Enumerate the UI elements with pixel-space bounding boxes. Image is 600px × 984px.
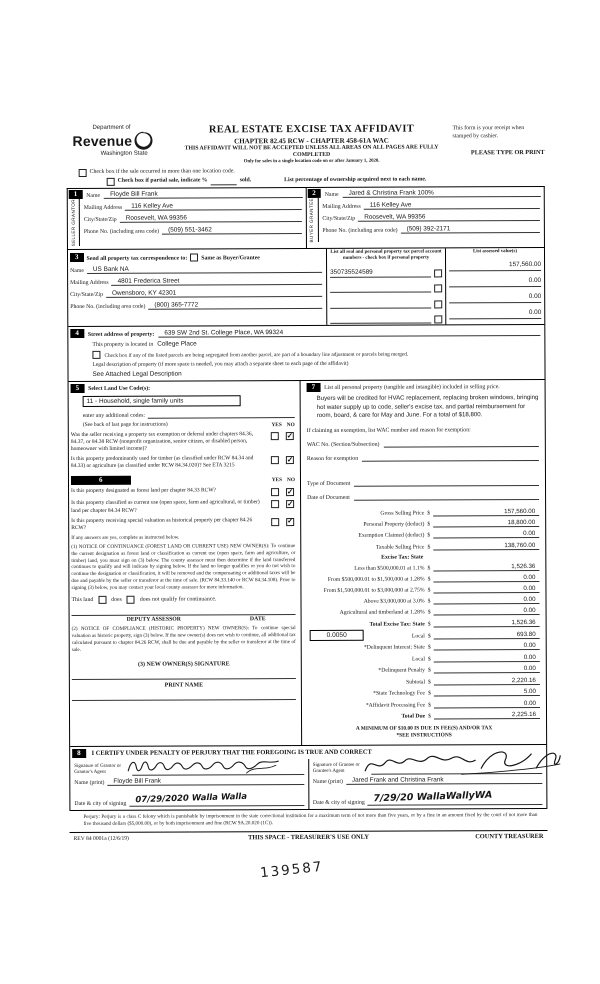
- additional-codes-label: enter any additional codes:: [82, 412, 146, 420]
- q-currentuse-yes-checkbox[interactable]: [271, 501, 279, 509]
- local-tax-value[interactable]: 693.80: [434, 631, 540, 639]
- seller-phone-label: Phone No. (including area code): [83, 228, 160, 235]
- exemption-note: If claiming an exemption, list WAC number and reason for exemption:: [306, 427, 471, 434]
- land-does-not-checkbox[interactable]: [127, 596, 135, 604]
- state-tier2-value[interactable]: 0.00: [433, 574, 539, 582]
- minimum-due-note: A MINIMUM OF $10.00 IS DUE IN FEE(S) AND/OR TAX: [355, 724, 493, 732]
- grantee-name-print-label: Name (print): [312, 778, 343, 785]
- certify-statement: I CERTIFY UNDER PENALTY OF PERJURY THAT THE FOREGOING IS TRUE AND CORRECT: [91, 748, 372, 757]
- corr-address-field[interactable]: 4801 Frederica Street: [112, 277, 323, 286]
- date-of-document-label: Date of Document: [307, 494, 350, 501]
- corr-csz-field[interactable]: Owensboro, KY 42301: [106, 289, 322, 298]
- assessed-value-field[interactable]: 0.00: [449, 277, 541, 287]
- correspondence-section: [68, 248, 544, 327]
- if-yes-note: If any answers are yes, complete as instructed below.: [71, 534, 180, 541]
- corr-name-label: Name: [70, 268, 84, 275]
- buyer-name-field[interactable]: Jared & Christina Frank 100%: [343, 189, 541, 198]
- type-or-print-label: PLEASE TYPE OR PRINT: [470, 149, 545, 157]
- parcel-numbers-header: List all real and personal property tax parcel account numbers - check box if personal property: [330, 249, 442, 261]
- parcel-personal-checkbox[interactable]: [434, 285, 442, 293]
- form-warning: THIS AFFIDAVIT WILL NOT BE ACCEPTED UNLESS ALL AREAS ON ALL PAGES ARE FULLY COMPLETED: [184, 144, 439, 158]
- multi-location-label: Check box if the sale occurred in more than one location code.: [89, 167, 235, 175]
- washington-state-label: Washington State: [100, 150, 148, 158]
- see-instructions-note: *SEE INSTRUCTIONS: [396, 732, 452, 739]
- parcel-personal-checkbox[interactable]: [434, 269, 442, 277]
- total-due-value[interactable]: 2,225.16: [434, 711, 540, 719]
- historic-question: Is this property receiving special valuation as historical property per chapter 84.26 RCW?: [71, 516, 253, 531]
- see-back-note: (See back of last page for instructions): [82, 421, 168, 429]
- same-as-buyer-label: Same as Buyer/Grantee: [201, 255, 260, 262]
- no-header: NO: [286, 422, 295, 429]
- agricultural-value[interactable]: 0.00: [434, 607, 540, 615]
- q-currentuse-no-checkbox[interactable]: [286, 501, 294, 509]
- grantor-signature-block: [70, 759, 308, 810]
- segregated-checkbox[interactable]: [92, 351, 100, 359]
- parcel-number-field[interactable]: [330, 284, 431, 293]
- grantor-sig-label: Signature of Grantor or Grantor's Agent: [74, 764, 122, 776]
- forest-land-question: Is this property designated as forest land per chapter 84.33 RCW?: [71, 487, 217, 495]
- section-2-number: 2: [307, 189, 321, 198]
- grantor-name-print-field[interactable]: Floyde Bill Frank: [107, 777, 303, 786]
- partial-sale-checkbox[interactable]: [107, 177, 115, 185]
- assessed-value-field[interactable]: 157,560.00: [449, 261, 541, 271]
- form-header: [66, 123, 544, 166]
- delinquent-interest-state-value[interactable]: 0.00: [434, 642, 540, 650]
- grantee-name-print-field[interactable]: Jared Frank and Christina Frank: [346, 776, 542, 785]
- buyer-phone-label: Phone No. (including area code): [322, 227, 398, 234]
- this-land-label: This land: [71, 597, 94, 604]
- yes-header: YES: [271, 477, 283, 484]
- grantor-name-print-label: Name (print): [74, 779, 105, 786]
- grantor-signature-line[interactable]: [132, 764, 304, 776]
- dor-logo: [66, 125, 170, 158]
- handwritten-receipt-number: 139587: [259, 858, 325, 882]
- q-exemption-no-checkbox[interactable]: [286, 432, 294, 440]
- same-as-buyer-checkbox[interactable]: [190, 254, 198, 262]
- sold-label: sold.: [239, 177, 252, 184]
- print-name-line[interactable]: [72, 698, 296, 701]
- new-owner-signature-line[interactable]: [72, 677, 296, 680]
- q-historic-yes-checkbox[interactable]: [271, 518, 279, 526]
- grantee-sig-label: Signature of Grantee or Grantee's Agent: [312, 763, 360, 775]
- seller-section: [68, 188, 307, 250]
- q-forest-no-checkbox[interactable]: [286, 489, 294, 497]
- top-check-options: [67, 167, 545, 186]
- located-in-label: This property is located in: [92, 341, 154, 349]
- land-does-checkbox[interactable]: [98, 596, 106, 604]
- county-treasurer-label: COUNTY TREASURER: [475, 832, 544, 840]
- local-rate-box[interactable]: 0.0050: [310, 630, 364, 641]
- corr-phone-field[interactable]: (800) 365-7772: [148, 301, 322, 310]
- type-of-document-label: Type of Document: [306, 480, 351, 487]
- section-6-number: 6: [71, 476, 131, 485]
- buyer-address-field[interactable]: 116 Kelley Ave: [364, 201, 540, 210]
- revenue-wordmark: Revenue: [72, 132, 133, 149]
- perjury-note: Perjury: Perjury is a class C felony which is punishable by imprisonment in the state correctional institution for a maximum term of not more than five years, or by a fine in an amount fixed by the court of not more than five thousand dollars ($5,000.00), or by both imprisonment and fine (RCW 9A.20.020 (1C)).: [83, 811, 538, 827]
- seller-csz-field[interactable]: Roosevelt, WA 99356: [120, 214, 302, 223]
- section-1-number: 1: [69, 190, 83, 199]
- section-3-number: 3: [70, 253, 84, 262]
- assessed-values-header: List assessed value(s): [472, 249, 518, 255]
- property-section: [68, 325, 544, 382]
- assessed-value-field[interactable]: 0.00: [449, 293, 541, 303]
- delinquent-interest-local-value[interactable]: 0.00: [434, 653, 540, 661]
- corr-name-field[interactable]: US Bank NA: [87, 265, 322, 274]
- wac-number-label: WAC No. (Section/Subsection): [306, 441, 380, 448]
- receipt-note: This form is your receipt when stamped by cashier.: [452, 125, 525, 139]
- does-label: does: [111, 597, 122, 604]
- street-address-field[interactable]: 639 SW 2nd St. College Place, WA 99324: [158, 328, 540, 338]
- seller-name-label: Name: [86, 192, 101, 199]
- new-owner-signature-label: (3) NEW OWNER(S) SIGNATURE: [137, 661, 230, 668]
- parcel-personal-checkbox[interactable]: [434, 316, 442, 324]
- wac-number-field[interactable]: [383, 438, 538, 448]
- affidavit-form: [66, 123, 547, 843]
- partial-sale-label: Check box if partial sale, indicate %: [117, 177, 208, 185]
- ownership-note: List percentage of ownership acquired next to each name.: [284, 176, 427, 184]
- date-of-document-field[interactable]: [354, 491, 539, 501]
- current-use-question: Is this property classified as current use (open space, farm and agricultural, or timber) land per chapter 84.34 RCW?: [71, 499, 260, 514]
- dept-of-label: Department of: [92, 124, 131, 131]
- total-excise-state-value[interactable]: 1,526.36: [434, 619, 540, 627]
- buyer-csz-field[interactable]: Roosevelt, WA 99356: [358, 213, 540, 222]
- print-name-label: PRINT NAME: [164, 682, 204, 689]
- notice-continuance: (1) NOTICE OF CONTINUANCE (FOREST LAND OR CURRENT USE) NEW OWNER(S): To continue the current designation as forest land or classification as current use (open space, farm and agriculture, or timber) land, you must sign on (3) below. The county assessor must then determine if the land transferred continues to qualify and will indicate by signing below. If the land no longer qualifies or you do not wish to continue the designation or classification, it will be removed and the compensating or additional taxes will be due and payable by the seller or transferor at the time of sale. (RCW 84.33.140 or RCW 84.34.108). Prior to signing (3) below, you may contact your local county assessor for more information.: [71, 543, 296, 591]
- grantor-date-city-label: Date & city of signing: [74, 800, 127, 807]
- timber-question: Is this property predominantly used for timber (as classified under RCW 84.34 and 84.33) or agriculture (as classified under RCW 84.34.020)? See ETA 3215: [70, 455, 254, 470]
- excise-tax-state-header: Excise Tax: State: [381, 553, 424, 561]
- state-tier3-value[interactable]: 0.00: [433, 585, 539, 593]
- personal-property-description[interactable]: Buyers will be credited for HVAC replacement, replacing broken windows, bringing hot water supply up to code, seller's excise tax, and partial reimbursement for room, board, & care for May and June. For a total of $18,800.: [316, 394, 539, 419]
- grantee-signature-block: [308, 758, 547, 809]
- reason-exemption-label: Reason for exemption: [306, 455, 359, 462]
- certification-section: [70, 745, 546, 811]
- q-historic-no-checkbox[interactable]: [286, 518, 294, 526]
- taxable-selling-price-value[interactable]: 138,760.00: [433, 541, 539, 549]
- legal-description-label: Legal description of property (if more space is needed, you may attach a separate sheet to each page of the affidavit): [92, 361, 349, 369]
- no-header: NO: [287, 477, 296, 484]
- state-tier1-value[interactable]: 1,526.36: [433, 563, 539, 571]
- buyer-address-label: Mailing Address: [322, 203, 361, 210]
- subtotal-value[interactable]: 2,220.16: [434, 677, 540, 685]
- q-forest-yes-checkbox[interactable]: [271, 489, 279, 497]
- parcel-number-field[interactable]: [330, 315, 431, 324]
- reason-exemption-field[interactable]: [362, 452, 539, 462]
- additional-codes-field[interactable]: [148, 410, 295, 419]
- land-use-code-field[interactable]: 11 - Household, single family units: [83, 396, 241, 408]
- corr-phone-label: Phone No. (including area code): [70, 303, 146, 311]
- parcel-personal-checkbox[interactable]: [434, 300, 442, 308]
- partial-sale-percent-field[interactable]: [211, 178, 237, 185]
- assessed-value-field[interactable]: 0.00: [449, 309, 541, 319]
- correspondence-header: Send all property tax correspondence to:: [86, 255, 188, 262]
- type-of-document-field[interactable]: [354, 477, 539, 487]
- land-use-column: [69, 381, 302, 746]
- does-not-label: does not qualify for continuance.: [139, 596, 217, 604]
- section-8-number: 8: [72, 749, 86, 758]
- section-5-number: 5: [71, 384, 85, 393]
- seller-grantor-side-label: SELLER GRANTOR: [70, 198, 76, 247]
- land-use-header: Select Land Use Code(s):: [88, 385, 151, 392]
- state-tier4-value[interactable]: 0.00: [433, 596, 539, 604]
- segregated-label: Check box if any of the listed parcels are being segregated from another parcel, are part of a boundary line adjustment or parcels being merged.: [104, 351, 409, 360]
- street-address-label: Street address of property:: [87, 331, 155, 339]
- q-timber-no-checkbox[interactable]: [286, 456, 294, 464]
- seller-name-field[interactable]: Floyde Bill Frank: [104, 190, 302, 199]
- grantee-date-city-field[interactable]: 7/29/20 WallaWallyWA: [373, 789, 493, 805]
- corr-csz-label: City/State/Zip: [70, 291, 104, 299]
- buyer-csz-label: City/State/Zip: [322, 215, 356, 222]
- section-7-number: 7: [307, 383, 321, 392]
- buyer-phone-field[interactable]: (509) 392-2171: [401, 225, 540, 234]
- deputy-assessor-label: DEPUTY ASSESSOR: [126, 616, 182, 624]
- exemption-claimed-value[interactable]: 0.00: [433, 530, 539, 538]
- gross-selling-price-value[interactable]: 157,560.00: [433, 508, 539, 516]
- seller-csz-label: City/State/Zip: [83, 216, 117, 223]
- section-4-number: 4: [70, 329, 84, 338]
- seller-address-field[interactable]: 116 Kelley Ave: [125, 202, 301, 211]
- q-exemption-yes-checkbox[interactable]: [271, 432, 279, 440]
- parcel-number-field[interactable]: 350735524589: [330, 268, 431, 277]
- form-subtitle: CHAPTER 82.45 RCW - CHAPTER 458-61A WAC: [234, 136, 389, 145]
- grantor-date-city-field[interactable]: 07/29/2020 Walla Walla: [135, 791, 247, 806]
- located-in-field[interactable]: College Place: [157, 340, 197, 348]
- buyer-section: [306, 187, 544, 249]
- exemption-question: Was the seller receiving a property tax exemption or deferral under chapters 84.36, 84.37, or 84.38 RCW (nonprofit organization, senior citizen, or disabled person, homeowner with limited income)?: [70, 431, 254, 453]
- parcel-number-field[interactable]: [330, 299, 431, 308]
- multi-location-checkbox[interactable]: [79, 169, 87, 177]
- form-footer: [70, 830, 548, 843]
- tax-computation-table: Gross Selling Price $ 157,560.00 Personal Property (deduct) $ 18,800.00 Exemption Claimed (deduct) $ 0.00 Taxable Selling Price $ 138,760.00 Excise Tax: State Less than $500,000.01 at 1.1% $ 1,526.36 From $500,000.01 to $1,500,000 at 1.28% $ 0.00 From $1,500,000.01 to $3,000,000 at 2.75% $ 0.00 Above $3,000,000 at 3.0% $ 0.00 Agricultural and timberland at 1.28% $ 0.00 Total Excise Tax: State $ 1,526.36 0.0050 Local $ 693.80 *Delinquent Interest: State $ 0.00 Local $ 0.00 *Delinquent Penalty $ 0.00 Subtotal $ 2,220.16 *State Technology Fee $ 5.00 *Affidavit Processing Fee $ 0.00 Total Due $ 2,225.16: [307, 508, 540, 720]
- yes-header: YES: [271, 422, 282, 429]
- buyer-name-label: Name: [324, 191, 339, 198]
- legal-description-field[interactable]: See Attached Legal Description: [92, 370, 182, 379]
- treasurer-space-label: THIS SPACE - TREASURER'S USE ONLY: [248, 833, 369, 841]
- q-timber-yes-checkbox[interactable]: [271, 457, 279, 465]
- personal-property-deduct-value[interactable]: 18,800.00: [433, 519, 539, 527]
- seller-phone-field[interactable]: (509) 551-3462: [162, 226, 301, 235]
- date-label: DATE: [249, 616, 266, 623]
- form-revision-id: REV 84 0001a (12/6/19): [73, 835, 129, 842]
- form-only-note: Only for sales in a single location code on or after January 1, 2020.: [243, 158, 380, 165]
- personal-property-header: List all personal property (tangible and intangible) included in selling price.: [324, 383, 500, 391]
- form-title: REAL ESTATE EXCISE TAX AFFIDAVIT: [208, 123, 415, 136]
- delinquent-penalty-value[interactable]: 0.00: [434, 665, 540, 673]
- corr-address-label: Mailing Address: [70, 279, 109, 287]
- state-technology-fee-value[interactable]: 5.00: [434, 688, 540, 696]
- seller-address-label: Mailing Address: [83, 204, 123, 211]
- grantee-signature-line[interactable]: [371, 763, 543, 775]
- affidavit-processing-fee-value[interactable]: 0.00: [434, 700, 540, 708]
- grantee-date-city-label: Date & city of signing: [312, 799, 365, 806]
- tax-column: [300, 380, 547, 745]
- dor-swirl-logo-icon: [132, 131, 154, 151]
- buyer-grantee-side-label: BUYER GRANTEE: [309, 197, 315, 243]
- notice-compliance: (2) NOTICE OF COMPLIANCE (HISTORIC PROPERTY) NEW OWNER(S): To continue special valuation as historic property, sign (3) below. If the new owner(s) does not wish to continue, all additional tax calculated pursuant to chapter 84.26 RCW, shall be due and payable by the seller or transferor at the time of sale.: [71, 625, 296, 653]
